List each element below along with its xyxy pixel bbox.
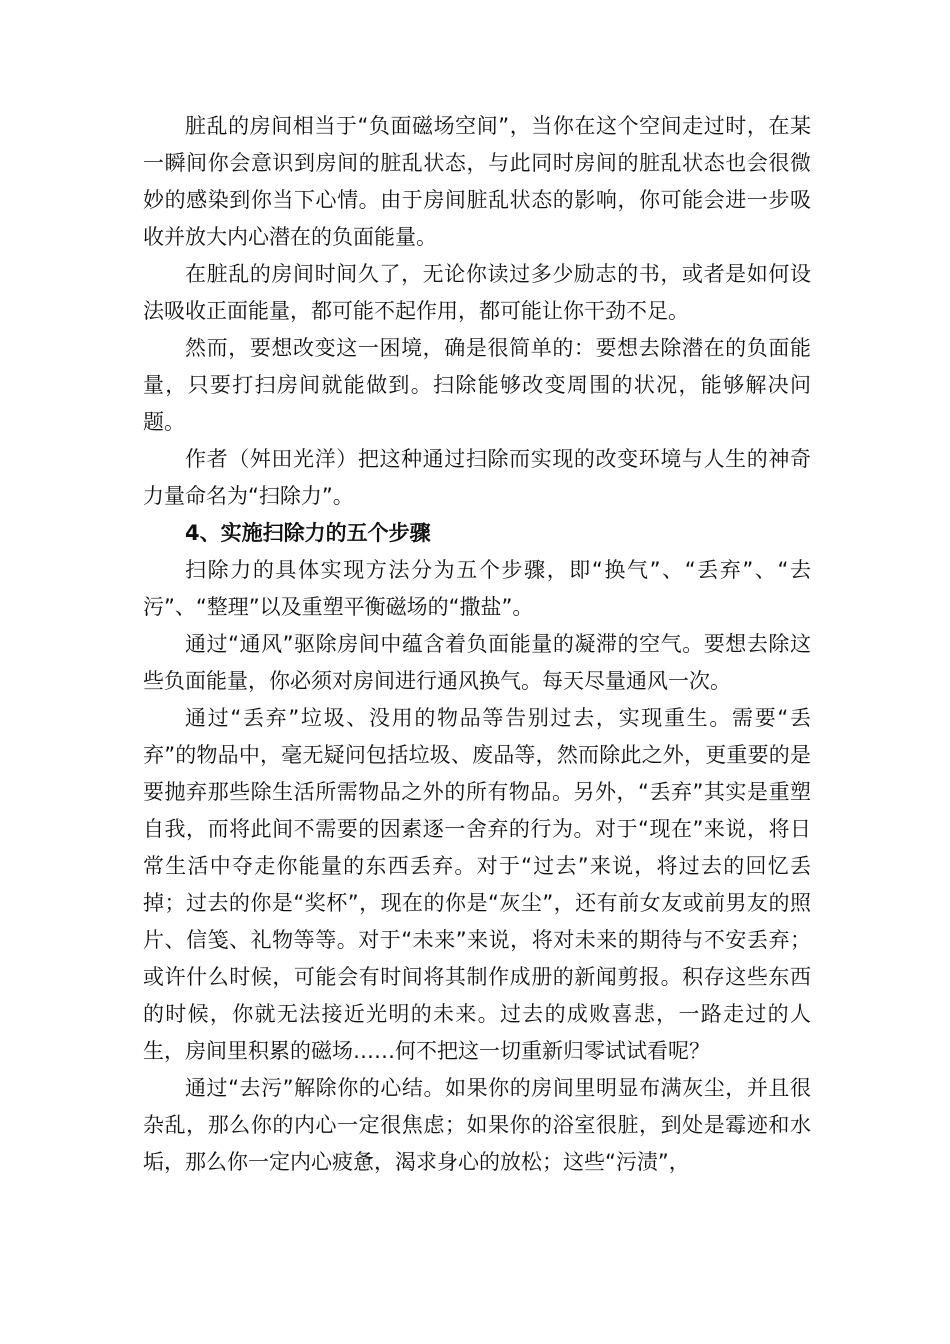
paragraph-4: 作者（舛田光洋）把这种通过扫除而实现的改变环境与人生的神奇力量命名为“扫除力”。	[143, 447, 811, 508]
paragraph-5: 扫除力的具体实现方法分为五个步骤，即“换气”、“丢弃”、“去污”、“整理”以及重塑平衡磁场的“撒盐”。	[143, 558, 811, 619]
document-page	[143, 108, 811, 1181]
section-heading: 4、实施扫除力的五个步骤	[185, 521, 431, 545]
paragraph-1: 脏乱的房间相当于“负面磁场空间”，当你在这个空间走过时，在某一瞬间你会意识到房间的脏乱状态，与此同时房间的脏乱状态也会很微妙的感染到你当下心情。由于房间脏乱状态的影响，你可能会进一步吸收并放大内心潜在的负面能量。	[143, 114, 811, 249]
paragraph-6: 通过“通风”驱除房间中蕴含着负面能量的凝滞的空气。要想去除这些负面能量，你必须对房间进行通风换气。每天尽量通风一次。	[143, 632, 811, 693]
paragraph-2: 在脏乱的房间时间久了，无论你读过多少励志的书，或者是如何设法吸收正面能量，都可能不起作用，都可能让你干劲不足。	[143, 262, 811, 323]
paragraph-8: 通过“去污”解除你的心结。如果你的房间里明显布满灰尘，并且很杂乱，那么你的内心一定很焦虑；如果你的浴室很脏，到处是霉迹和水垢，那么你一定内心疲惫，渴求身心的放松；这些“污渍”，	[143, 1076, 811, 1174]
paragraph-7: 通过“丢弃”垃圾、没用的物品等告别过去，实现重生。需要“丢弃”的物品中，毫无疑问包括垃圾、废品等，然而除此之外，更重要的是要抛弃那些除生活所需物品之外的所有物品。另外，“丢弃”其实是重塑自我，而将此间不需要的因素逐一舍弃的行为。对于“现在”来说，将日常生活中夺走你能量的东西丢弃。对于“过去”来说，将过去的回忆丢掉；过去的你是“奖杯”，现在的你是“灰尘”，还有前女友或前男友的照片、信笺、礼物等等。对于“未来”来说，将对未来的期待与不安丢弃；或许什么时候，可能会有时间将其制作成册的新闻剪报。积存这些东西的时候，你就无法接近光明的未来。过去的成败喜悲，一路走过的人生，房间里积累的磁场……何不把这一切重新归零试试看呢？	[143, 706, 811, 1063]
paragraph-3: 然而，要想改变这一困境，确是很简单的：要想去除潜在的负面能量，只要打扫房间就能做到。扫除能够改变周围的状况，能够解决问题。	[143, 336, 811, 434]
